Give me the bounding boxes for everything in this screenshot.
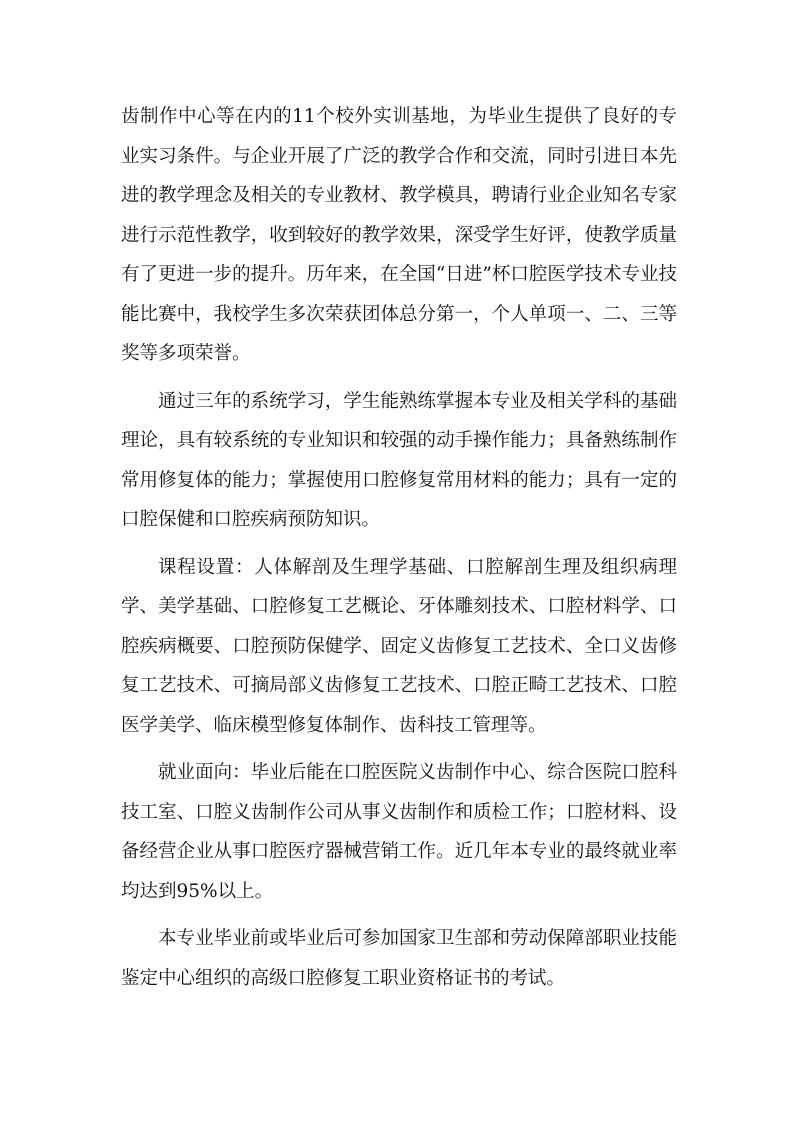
paragraph-certification: 本专业毕业前或毕业后可参加国家卫生部和劳动保障部职业技能鉴定中心组织的高级口腔修复工职业资格证书的考试。 <box>121 928 677 989</box>
paragraph-employment: 就业面向：毕业后能在口腔医院义齿制作中心、综合医院口腔科技工室、口腔义齿制作公司从事义齿制作和质检工作；口腔材料、设备经营企业从事口腔医疗器械营销工作。近几年本专业的最终就业率均达到95%以上。 <box>121 762 677 902</box>
document-body <box>121 97 677 998</box>
paragraph-training-bases: 齿制作中心等在内的11个校外实训基地，为毕业生提供了良好的专业实习条件。与企业开展了广泛的教学合作和交流，同时引进日本先进的教学理念及相关的专业教材、教学模具，聘请行业企业知名专家进行示范性教学，收到较好的教学效果，深受学生好评，使教学质量有了更进一步的提升。历年来，在全国“日进”杯口腔医学技术专业技能比赛中，我校学生多次荣获团体总分第一，个人单项一、二、三等奖等多项荣誉。 <box>121 106 677 364</box>
paragraph-curriculum: 课程设置：人体解剖及生理学基础、口腔解剖生理及组织病理学、美学基础、口腔修复工艺概论、牙体雕刻技术、口腔材料学、口腔疾病概要、口腔预防保健学、固定义齿修复工艺技术、全口义齿修复工艺技术、可摘局部义齿修复工艺技术、口腔正畸工艺技术、口腔医学美学、临床模型修复体制作、齿科技工管理等。 <box>121 556 677 736</box>
paragraph-learning-outcomes: 通过三年的系统学习，学生能熟练掌握本专业及相关学科的基础理论，具有较系统的专业知识和较强的动手操作能力；具备熟练制作常用修复体的能力；掌握使用口腔修复常用材料的能力；具有一定的口腔保健和口腔疾病预防知识。 <box>121 390 677 530</box>
